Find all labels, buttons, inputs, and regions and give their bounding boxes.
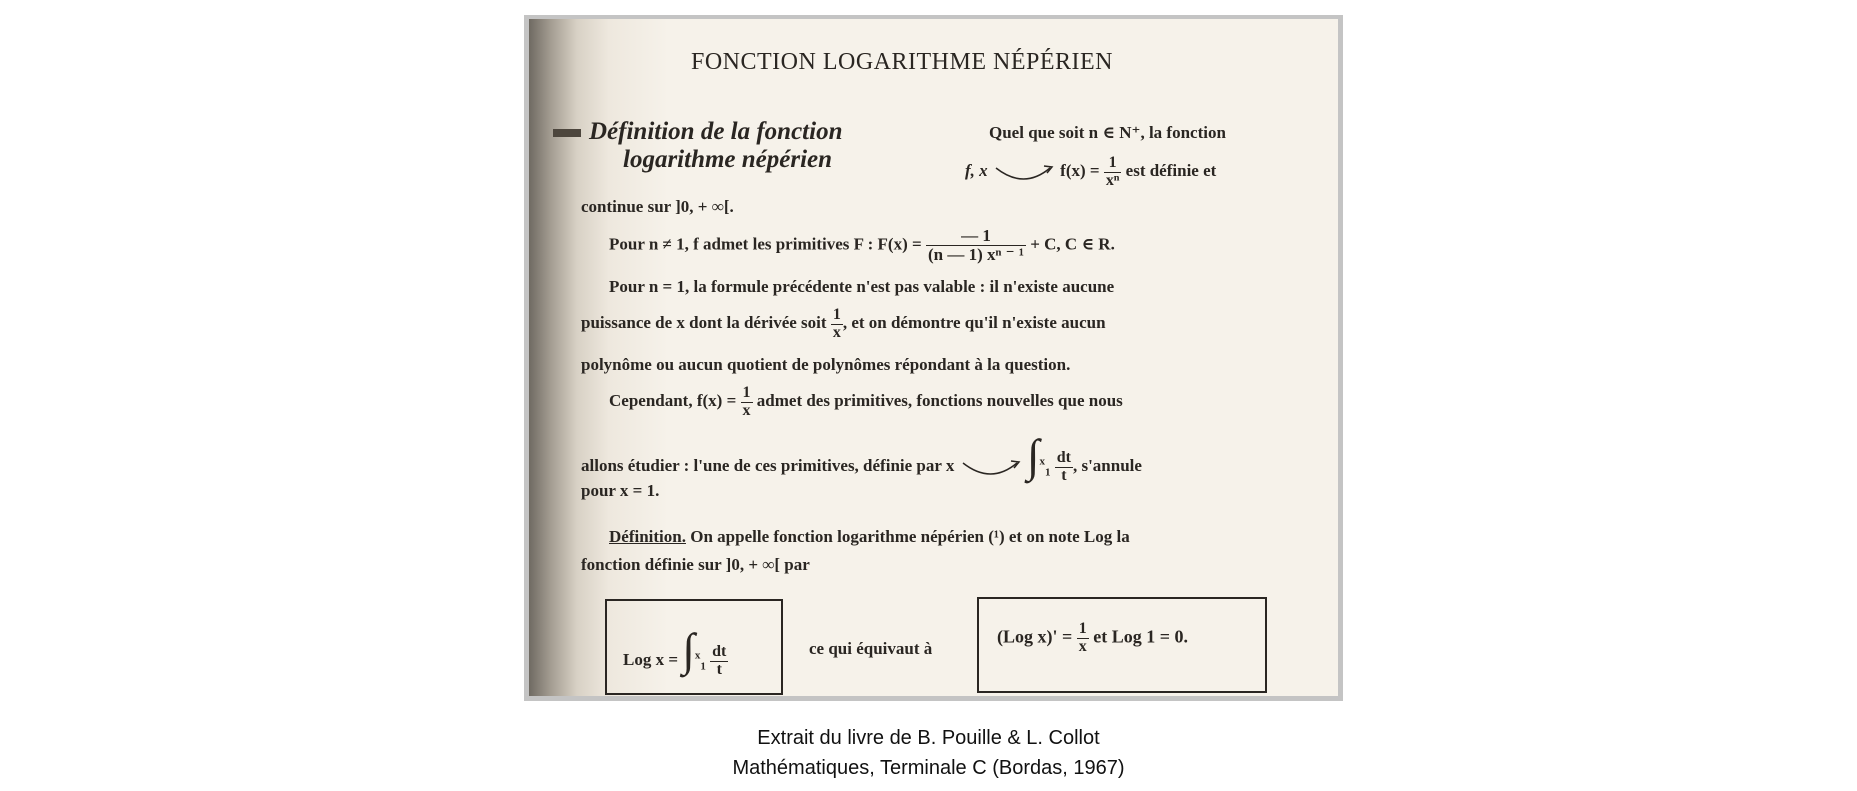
box1-lhs: Log x = (623, 650, 679, 669)
box2-frac-num: 1 (1078, 620, 1087, 637)
p3-line1-start: Cependant, f(x) = (609, 391, 737, 411)
box2-frac-den: x (1078, 637, 1087, 655)
box2-formula (997, 621, 1188, 656)
box1-int-lower: 1 (700, 660, 706, 673)
section-heading-line1: Définition de la fonction (589, 118, 843, 145)
box2-lhs: (Log x)' = (997, 626, 1073, 647)
formula-box-derivative (977, 597, 1267, 693)
paragraph-3-line1 (609, 385, 1123, 420)
integral-sign: ∫ (682, 624, 695, 675)
p3-line2-end: , s'annule (1072, 456, 1142, 475)
section-heading-line2: logarithme népérien (623, 146, 833, 173)
maps-to-arrow-icon (992, 160, 1056, 184)
p3-line1-end: admet des primitives, fonctions nouvelles que nous (756, 391, 1123, 411)
box2-rhs: et Log 1 = 0. (1093, 626, 1189, 647)
p3-int-num: dt (1056, 448, 1071, 466)
intro-frac-num: 1 (1104, 155, 1122, 173)
p3-frac-num: 1 (742, 384, 751, 401)
box2-fraction (1077, 621, 1089, 656)
intro-map-to: f(x) = (1060, 161, 1100, 181)
p3-frac-den: x (742, 401, 751, 419)
paragraph-2-line2 (581, 307, 1106, 342)
p1-frac-num: — 1 (926, 227, 1026, 246)
box1-frac-num: dt (712, 642, 727, 660)
intro-frac-den: xⁿ (1105, 171, 1120, 189)
caption-line2: Mathématiques, Terminale C (Bordas, 1967) (732, 757, 1125, 779)
box1-formula (623, 623, 728, 678)
scanned-page (529, 19, 1338, 696)
p3-int-upper: x (1039, 455, 1045, 468)
definition-text: On appelle fonction logarithme népérien (¹) et on note Log la (690, 527, 1130, 546)
box1-frac-den: t (716, 660, 722, 678)
maps-to-arrow-icon (959, 455, 1023, 479)
definition-label: Définition. (609, 527, 686, 546)
definition-line1 (609, 527, 1130, 547)
p3-int-den: t (1061, 466, 1067, 484)
paragraph-2-line3: polynôme ou aucun quotient de polynômes répondant à la question. (581, 355, 1071, 374)
p1-fraction (926, 227, 1026, 264)
intro-map-from: f, x (965, 161, 988, 181)
p2-frac-num: 1 (832, 306, 841, 323)
section-bullet (553, 129, 581, 137)
p3-integrand (1055, 450, 1073, 485)
caption-line1: Extrait du livre de B. Pouille & L. Collot (757, 727, 1100, 749)
p1-end: + C, C ∈ R. (1030, 234, 1115, 254)
intro-tail: est définie et (1125, 161, 1217, 181)
intro-continuation: continue sur ]0, + ∞[. (581, 197, 734, 216)
intro-fraction (1104, 155, 1122, 190)
p1-start: Pour n ≠ 1, f admet les primitives F : F(x) = (609, 234, 922, 254)
p2-frac-den: x (832, 323, 841, 341)
box1-fraction (710, 644, 728, 679)
paragraph-2-line1: Pour n = 1, la formule précédente n'est pas valable : il n'existe aucune (609, 277, 1115, 296)
p1-frac-den: (n — 1) xⁿ ⁻ ¹ (927, 244, 1024, 264)
integral-sign: ∫ (1026, 430, 1040, 481)
p2-line2-end: , et on démontre qu'il n'existe aucun (842, 313, 1106, 333)
scanned-page-frame (524, 15, 1343, 701)
formula-box-log-integral (605, 599, 783, 695)
p3-fraction (741, 385, 753, 420)
intro-map-line (965, 155, 1216, 190)
p2-fraction (831, 307, 843, 342)
p3-int-lower: 1 (1044, 466, 1051, 479)
definition-line2: fonction définie sur ]0, + ∞[ par (581, 555, 810, 574)
page-title: FONCTION LOGARITHME NÉPÉRIEN (691, 49, 1113, 75)
box1-int-upper: x (694, 649, 701, 662)
paragraph-1 (609, 227, 1115, 264)
p2-line2-start: puissance de x dont la dérivée soit (581, 313, 827, 333)
paragraph-3-line2 (581, 429, 1142, 484)
between-boxes-text: ce qui équivaut à (809, 639, 933, 658)
intro-right-text: Quel que soit n ∈ N⁺, la fonction (989, 123, 1226, 142)
paragraph-3-line3: pour x = 1. (581, 481, 660, 500)
p3-line2-start: allons étudier : l'une de ces primitives, définie par x (581, 456, 955, 475)
